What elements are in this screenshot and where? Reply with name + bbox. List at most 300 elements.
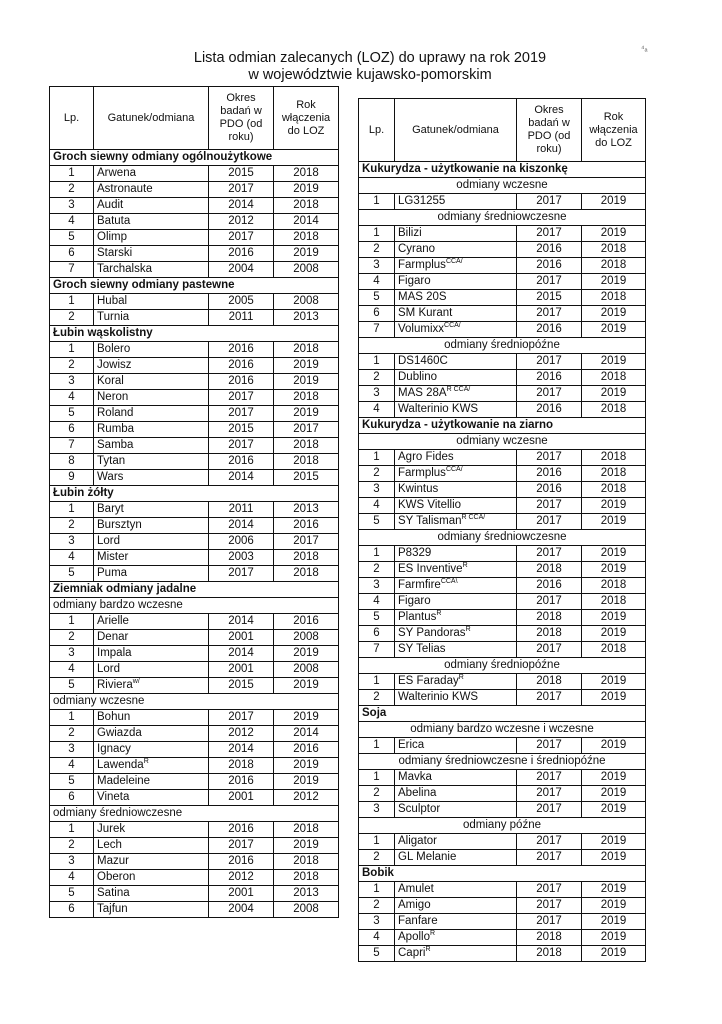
header-okres: Okres badań w PDO (od roku) xyxy=(209,87,274,150)
subsection-heading: odmiany średniowczesne xyxy=(359,530,646,546)
row-name xyxy=(94,374,209,390)
table-row xyxy=(50,566,339,582)
row-name xyxy=(395,370,517,386)
table-row xyxy=(359,914,646,930)
row-name xyxy=(395,450,517,466)
table-row xyxy=(359,946,646,962)
row-okres: 2014 xyxy=(209,198,274,214)
row-rok: 2012 xyxy=(274,790,339,806)
variety-mark: R CCA/ xyxy=(446,386,471,394)
row-okres: 2017 xyxy=(517,802,582,818)
row-name xyxy=(94,230,209,246)
variety-name: Jowisz xyxy=(97,359,132,371)
row-name xyxy=(395,882,517,898)
variety-name: Turnia xyxy=(97,311,130,323)
row-name xyxy=(395,850,517,866)
table-row xyxy=(50,262,339,278)
variety-name: Abelina xyxy=(398,787,437,799)
variety-name: Bolero xyxy=(97,343,131,355)
variety-name: Agro Fides xyxy=(398,451,454,463)
table-row xyxy=(50,550,339,566)
variety-name: Walterinio KWS xyxy=(398,403,479,415)
row-rok: 2019 xyxy=(582,898,646,914)
subsection-row xyxy=(359,434,646,450)
row-rok: 2019 xyxy=(274,246,339,262)
row-okres: 2004 xyxy=(209,262,274,278)
row-name xyxy=(94,342,209,358)
row-lp: 2 xyxy=(50,838,94,854)
row-okres: 2016 xyxy=(209,342,274,358)
row-name xyxy=(94,166,209,182)
row-rok: 2019 xyxy=(274,710,339,726)
row-rok: 2019 xyxy=(274,678,339,694)
header-okres: Okres badań w PDO (od roku) xyxy=(517,99,582,162)
row-okres: 2014 xyxy=(209,470,274,486)
variety-name: Figaro xyxy=(398,595,431,607)
variety-name: Mavka xyxy=(398,771,432,783)
row-lp: 2 xyxy=(359,850,395,866)
variety-name: KWS Vitellio xyxy=(398,499,462,511)
row-lp: 5 xyxy=(359,610,395,626)
row-lp: 3 xyxy=(359,802,395,818)
section-row xyxy=(50,326,339,342)
row-name xyxy=(395,802,517,818)
row-okres: 2017 xyxy=(517,882,582,898)
row-rok: 2018 xyxy=(274,566,339,582)
row-okres: 2017 xyxy=(517,834,582,850)
row-lp: 6 xyxy=(50,422,94,438)
table-row xyxy=(359,898,646,914)
row-okres: 2017 xyxy=(517,274,582,290)
row-okres: 2016 xyxy=(517,482,582,498)
section-row xyxy=(50,582,339,598)
row-name xyxy=(395,354,517,370)
row-lp: 7 xyxy=(359,642,395,658)
table-row xyxy=(359,466,646,482)
section-row xyxy=(359,866,646,882)
row-lp: 1 xyxy=(50,614,94,630)
row-rok: 2018 xyxy=(274,230,339,246)
variety-mark: CCA/ xyxy=(444,322,461,330)
row-rok: 2019 xyxy=(274,774,339,790)
row-okres: 2018 xyxy=(517,674,582,690)
table-row xyxy=(50,246,339,262)
variety-name: Tajfun xyxy=(97,903,128,915)
row-lp: 1 xyxy=(359,770,395,786)
row-name xyxy=(395,690,517,706)
section-row xyxy=(359,706,646,722)
subsection-row xyxy=(359,178,646,194)
row-lp: 7 xyxy=(359,322,395,338)
subsection-heading: odmiany średniowczesne i średniopóźne xyxy=(359,754,646,770)
table-row xyxy=(50,854,339,870)
row-okres: 2003 xyxy=(209,550,274,566)
row-name xyxy=(395,290,517,306)
row-lp: 4 xyxy=(359,594,395,610)
row-okres: 2011 xyxy=(209,310,274,326)
row-okres: 2018 xyxy=(517,610,582,626)
table-row xyxy=(50,630,339,646)
row-lp: 5 xyxy=(50,230,94,246)
row-okres: 2017 xyxy=(517,194,582,210)
row-name xyxy=(94,454,209,470)
row-okres: 2016 xyxy=(517,466,582,482)
row-rok: 2019 xyxy=(582,802,646,818)
row-okres: 2001 xyxy=(209,630,274,646)
variety-name: Riviera xyxy=(97,679,133,691)
row-rok: 2018 xyxy=(582,242,646,258)
row-lp: 1 xyxy=(50,822,94,838)
row-rok: 2019 xyxy=(274,838,339,854)
row-lp: 6 xyxy=(50,790,94,806)
header-lp: Lp. xyxy=(359,99,395,162)
row-rok: 2019 xyxy=(582,546,646,562)
subsection-heading: odmiany bardzo wczesne xyxy=(50,598,339,614)
table-row xyxy=(359,274,646,290)
table-row xyxy=(50,774,339,790)
subsection-heading: odmiany średniowczesne xyxy=(50,806,339,822)
variety-name: Puma xyxy=(97,567,128,579)
table-row xyxy=(359,226,646,242)
table-row xyxy=(50,742,339,758)
variety-name: Astronaute xyxy=(97,183,153,195)
row-name xyxy=(94,198,209,214)
row-rok: 2018 xyxy=(582,402,646,418)
table-row xyxy=(50,230,339,246)
variety-mark: R xyxy=(465,626,471,634)
section-heading: Kukurydza - użytkowanie na kiszonkę xyxy=(359,162,646,178)
variety-name: ES Faraday xyxy=(398,675,459,687)
row-okres: 2004 xyxy=(209,902,274,918)
row-rok: 2019 xyxy=(274,374,339,390)
table-row xyxy=(50,422,339,438)
variety-name: Bohun xyxy=(97,711,131,723)
row-lp: 4 xyxy=(359,930,395,946)
row-lp: 4 xyxy=(50,214,94,230)
subsection-row xyxy=(359,754,646,770)
row-rok: 2018 xyxy=(274,854,339,870)
section-row xyxy=(359,418,646,434)
row-name xyxy=(395,594,517,610)
variety-name: Denar xyxy=(97,631,129,643)
row-rok: 2019 xyxy=(582,626,646,642)
section-row xyxy=(50,150,339,166)
table-row xyxy=(50,646,339,662)
variety-name: Tarchalska xyxy=(97,263,152,275)
row-okres: 2015 xyxy=(209,422,274,438)
subsection-heading: odmiany bardzo wczesne i wczesne xyxy=(359,722,646,738)
row-name xyxy=(395,914,517,930)
subsection-heading: odmiany średniopóźne xyxy=(359,658,646,674)
row-name xyxy=(94,662,209,678)
table-row xyxy=(359,594,646,610)
row-okres: 2016 xyxy=(209,822,274,838)
row-okres: 2001 xyxy=(209,790,274,806)
row-name xyxy=(395,498,517,514)
row-okres: 2016 xyxy=(209,774,274,790)
row-lp: 2 xyxy=(359,690,395,706)
row-lp: 4 xyxy=(359,498,395,514)
row-okres: 2016 xyxy=(517,258,582,274)
row-okres: 2017 xyxy=(209,182,274,198)
row-name xyxy=(395,402,517,418)
row-lp: 5 xyxy=(359,514,395,530)
row-rok: 2019 xyxy=(274,182,339,198)
row-name xyxy=(395,770,517,786)
row-lp: 5 xyxy=(359,946,395,962)
row-rok: 2019 xyxy=(582,514,646,530)
row-okres: 2016 xyxy=(517,322,582,338)
row-rok: 2008 xyxy=(274,294,339,310)
row-rok: 2016 xyxy=(274,614,339,630)
row-name xyxy=(395,930,517,946)
left-table xyxy=(49,86,339,918)
variety-mark: R xyxy=(425,946,431,954)
row-name xyxy=(94,502,209,518)
row-okres: 2017 xyxy=(209,406,274,422)
variety-name: Vineta xyxy=(97,791,130,803)
row-rok: 2014 xyxy=(274,726,339,742)
row-rok: 2008 xyxy=(274,902,339,918)
variety-name: Farmplus xyxy=(398,259,446,271)
table-row xyxy=(50,518,339,534)
subsection-row xyxy=(50,806,339,822)
section-heading: Bobik xyxy=(359,866,646,882)
row-name xyxy=(395,834,517,850)
table-row xyxy=(359,834,646,850)
variety-name: SY Pandoras xyxy=(398,627,466,639)
table-row xyxy=(359,354,646,370)
table-row xyxy=(50,182,339,198)
row-name xyxy=(94,534,209,550)
variety-name: Farmfire xyxy=(398,579,441,591)
variety-name: Bursztyn xyxy=(97,519,142,531)
table-row xyxy=(359,690,646,706)
row-rok: 2018 xyxy=(582,466,646,482)
variety-name: Figaro xyxy=(398,275,431,287)
corner-mark: ⁴ₐ xyxy=(641,44,648,53)
table-row xyxy=(50,534,339,550)
table-row xyxy=(359,450,646,466)
row-okres: 2017 xyxy=(517,226,582,242)
row-rok: 2019 xyxy=(582,914,646,930)
table-row xyxy=(359,578,646,594)
row-rok: 2008 xyxy=(274,262,339,278)
row-okres: 2017 xyxy=(209,710,274,726)
row-name xyxy=(395,194,517,210)
row-lp: 3 xyxy=(359,914,395,930)
row-name xyxy=(395,642,517,658)
row-okres: 2016 xyxy=(209,374,274,390)
row-lp: 4 xyxy=(50,662,94,678)
row-lp: 6 xyxy=(359,306,395,322)
table-row xyxy=(50,406,339,422)
row-okres: 2014 xyxy=(209,518,274,534)
row-lp: 1 xyxy=(359,882,395,898)
subsection-row xyxy=(359,818,646,834)
table-row xyxy=(50,678,339,694)
row-rok: 2019 xyxy=(582,770,646,786)
variety-name: Satina xyxy=(97,887,130,899)
row-lp: 4 xyxy=(50,758,94,774)
row-rok: 2018 xyxy=(582,370,646,386)
row-name xyxy=(395,562,517,578)
row-name xyxy=(94,742,209,758)
table-row xyxy=(359,786,646,802)
row-lp: 5 xyxy=(50,886,94,902)
variety-name: Mister xyxy=(97,551,129,563)
variety-name: Wars xyxy=(97,471,124,483)
row-rok: 2018 xyxy=(274,390,339,406)
table-row xyxy=(50,342,339,358)
row-lp: 5 xyxy=(50,774,94,790)
row-lp: 5 xyxy=(50,678,94,694)
row-rok: 2019 xyxy=(582,306,646,322)
row-name xyxy=(94,310,209,326)
variety-name: Fanfare xyxy=(398,915,438,927)
row-okres: 2017 xyxy=(517,594,582,610)
table-row xyxy=(359,322,646,338)
row-okres: 2016 xyxy=(209,454,274,470)
row-okres: 2018 xyxy=(517,626,582,642)
title-line-2: w województwie kujawsko-pomorskim xyxy=(248,67,492,83)
variety-name: Hubal xyxy=(97,295,128,307)
row-okres: 2017 xyxy=(209,566,274,582)
row-rok: 2008 xyxy=(274,662,339,678)
subsection-row xyxy=(359,658,646,674)
variety-mark: CCA/ xyxy=(445,466,463,474)
row-rok: 2018 xyxy=(274,454,339,470)
row-lp: 3 xyxy=(359,578,395,594)
row-lp: 3 xyxy=(50,374,94,390)
row-rok: 2018 xyxy=(274,438,339,454)
row-okres: 2017 xyxy=(517,786,582,802)
row-okres: 2017 xyxy=(517,306,582,322)
row-rok: 2019 xyxy=(582,882,646,898)
row-name xyxy=(395,482,517,498)
section-heading: Soja xyxy=(359,706,646,722)
variety-mark: R xyxy=(429,930,436,938)
variety-name: Lord xyxy=(97,663,121,675)
variety-name: Olimp xyxy=(97,231,128,243)
row-name xyxy=(395,242,517,258)
row-rok: 2017 xyxy=(274,422,339,438)
variety-name: Audit xyxy=(97,199,124,211)
row-okres: 2011 xyxy=(209,502,274,518)
row-okres: 2016 xyxy=(517,402,582,418)
table-row xyxy=(50,758,339,774)
row-rok: 2019 xyxy=(582,194,646,210)
row-name xyxy=(94,182,209,198)
row-lp: 2 xyxy=(50,310,94,326)
table-row xyxy=(359,514,646,530)
row-lp: 2 xyxy=(359,786,395,802)
row-rok: 2008 xyxy=(274,630,339,646)
row-rok: 2018 xyxy=(274,822,339,838)
subsection-row xyxy=(359,722,646,738)
row-rok: 2016 xyxy=(274,742,339,758)
row-name xyxy=(395,610,517,626)
row-lp: 7 xyxy=(50,262,94,278)
table-row xyxy=(50,198,339,214)
row-lp: 5 xyxy=(359,290,395,306)
table-row xyxy=(50,710,339,726)
row-lp: 1 xyxy=(359,226,395,242)
row-rok: 2019 xyxy=(582,386,646,402)
row-name xyxy=(94,438,209,454)
row-rok: 2019 xyxy=(582,274,646,290)
row-name xyxy=(94,678,209,694)
row-rok: 2019 xyxy=(582,834,646,850)
variety-name: Lawenda xyxy=(97,759,144,771)
variety-name: Erica xyxy=(398,739,425,751)
variety-name: Samba xyxy=(97,439,134,451)
variety-name: Impala xyxy=(97,647,132,659)
row-okres: 2005 xyxy=(209,294,274,310)
subsection-heading: odmiany wczesne xyxy=(359,434,646,450)
table-row xyxy=(50,454,339,470)
row-rok: 2019 xyxy=(582,690,646,706)
row-name xyxy=(94,406,209,422)
section-row xyxy=(50,278,339,294)
variety-mark: CCA\ xyxy=(440,578,458,586)
table-row xyxy=(50,886,339,902)
row-name xyxy=(94,390,209,406)
right-table xyxy=(358,98,646,962)
row-rok: 2019 xyxy=(582,322,646,338)
variety-name: Amigo xyxy=(398,899,431,911)
row-rok: 2016 xyxy=(274,518,339,534)
table-row xyxy=(359,802,646,818)
table-row xyxy=(359,610,646,626)
table-row xyxy=(359,386,646,402)
row-rok: 2018 xyxy=(274,870,339,886)
subsection-heading: odmiany średniowczesne xyxy=(359,210,646,226)
variety-name: Cyrano xyxy=(398,243,436,255)
variety-name: Rumba xyxy=(97,423,135,435)
row-rok: 2019 xyxy=(582,226,646,242)
row-okres: 2018 xyxy=(209,758,274,774)
row-lp: 4 xyxy=(50,550,94,566)
section-heading: Kukurydza - użytkowanie na ziarno xyxy=(359,418,646,434)
row-name xyxy=(94,246,209,262)
variety-name: Walterinio KWS xyxy=(398,691,479,703)
row-okres: 2016 xyxy=(517,370,582,386)
row-okres: 2017 xyxy=(517,738,582,754)
title-line-1: Lista odmian zalecanych (LOZ) do uprawy na rok 2019 xyxy=(193,50,547,66)
row-lp: 1 xyxy=(359,450,395,466)
variety-name: Lech xyxy=(97,839,122,851)
row-okres: 2014 xyxy=(209,646,274,662)
table-row xyxy=(359,482,646,498)
row-name xyxy=(395,674,517,690)
row-okres: 2014 xyxy=(209,614,274,630)
table-row xyxy=(359,850,646,866)
table-row xyxy=(359,370,646,386)
variety-name: Dublino xyxy=(398,371,437,383)
row-okres: 2012 xyxy=(209,870,274,886)
row-lp: 1 xyxy=(359,834,395,850)
row-rok: 2015 xyxy=(274,470,339,486)
row-lp: 2 xyxy=(50,630,94,646)
row-name xyxy=(94,902,209,918)
row-rok: 2018 xyxy=(274,198,339,214)
variety-name: Jurek xyxy=(97,823,126,835)
row-lp: 1 xyxy=(359,194,395,210)
row-rok: 2019 xyxy=(274,758,339,774)
variety-mark: R xyxy=(143,758,149,766)
row-lp: 8 xyxy=(50,454,94,470)
